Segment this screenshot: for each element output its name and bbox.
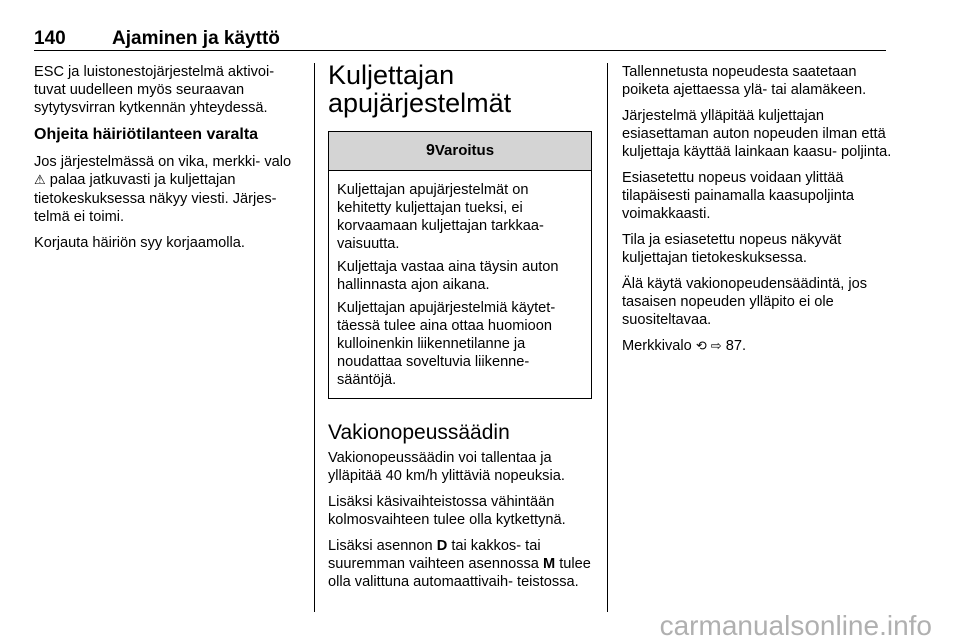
warning-header — [329, 132, 591, 171]
text: tai kakkos- tai suuremman vaihteen asennossa — [328, 538, 541, 572]
warning-triangle-icon: 9 — [425, 142, 435, 159]
text: tulee olla valittuna automaattivaih- teistossa. — [328, 556, 591, 590]
paragraph: Lisäksi käsivaihteistossa vähintään kolmosvaihteen tulee olla kytkettynä. — [328, 494, 566, 528]
gear-m: M — [543, 556, 556, 572]
text: Lisäksi asennon — [328, 538, 433, 554]
paragraph: ESC ja luistonestojärjestelmä aktivoi- tuvat uudelleen myös seuraavan sytytysvirran kytkennän yhteydessä. — [34, 64, 275, 116]
column-divider-2 — [607, 63, 608, 612]
warning-label: Varoitus — [434, 142, 495, 159]
warning-paragraph: Kuljettaja vastaa aina täysin auton hallinnasta ajon aikana. — [337, 259, 559, 293]
page-reference-arrow-icon: ⇨ — [710, 339, 722, 354]
paragraph — [328, 537, 592, 591]
page-header — [34, 28, 886, 50]
paragraph — [34, 153, 304, 226]
column-right — [622, 63, 892, 364]
gear-d: D — [436, 538, 448, 554]
page-number: 140 — [34, 28, 66, 49]
text: Jos järjestelmässä on vika, merkki- valo — [34, 154, 292, 170]
section-heading: Kuljettajan apujärjestelmät — [328, 60, 512, 118]
header-divider — [34, 50, 886, 51]
paragraph: Korjauta häiriön syy korjaamolla. — [34, 235, 245, 251]
paragraph: Esiasetettu nopeus voidaan ylittää tilapäisesti painamalla kaasupoljinta voimakkaasti. — [622, 170, 855, 222]
paragraph — [622, 337, 892, 356]
subsection-heading: Vakionopeussäädin — [328, 421, 510, 444]
watermark: carmanualsonline.info — [659, 610, 932, 641]
paragraph: Älä käytä vakionopeudensäädintä, jos tasaisen nopeuden ylläpito ei ole suositeltavaa. — [622, 276, 868, 328]
paragraph: Tila ja esiasetettu nopeus näkyvät kuljettajan tietokeskuksessa. — [622, 232, 842, 266]
paragraph: Järjestelmä ylläpitää kuljettajan esiasettaman auton nopeuden ilman että kuljettaja käyttää lainkaan kaasu- poljinta. — [622, 108, 892, 160]
column-middle — [328, 60, 592, 599]
paragraph: Tallennetusta nopeudesta saatetaan poiketa ajettaessa ylä- tai alamäkeen. — [622, 64, 867, 98]
text: 87. — [725, 338, 747, 354]
subheading: Ohjeita häiriötilanteen varalta — [34, 126, 259, 143]
cruise-control-icon: ⟲ — [695, 339, 707, 354]
paragraph: Vakionopeussäädin voi tallentaa ja ylläpitää 40 km/h ylittäviä nopeuksia. — [328, 450, 565, 484]
text: Merkkivalo — [622, 338, 692, 354]
column-divider-1 — [314, 63, 315, 612]
warning-paragraph: Kuljettajan apujärjestelmiä käytet- täessä tulee aina ottaa huomioon kulloinenkin liikennetilanne ja noudattaa soveltuvia liikenne- sääntöjä. — [337, 300, 556, 388]
warning-box — [328, 131, 592, 399]
warning-paragraph: Kuljettajan apujärjestelmät on kehitetty kuljettajan tueksi, ei korvaamaan kuljettajan tarkkaa- vaisuutta. — [337, 182, 544, 252]
esc-warning-icon: ⚠ — [34, 173, 46, 188]
section-title: Ajaminen ja käyttö — [112, 28, 280, 49]
warning-body — [329, 171, 591, 398]
text: palaa jatkuvasti ja kuljettajan tietokeskuksessa näkyy viesti. Järjes- telmä ei toimi. — [34, 172, 277, 225]
column-left — [34, 63, 304, 260]
